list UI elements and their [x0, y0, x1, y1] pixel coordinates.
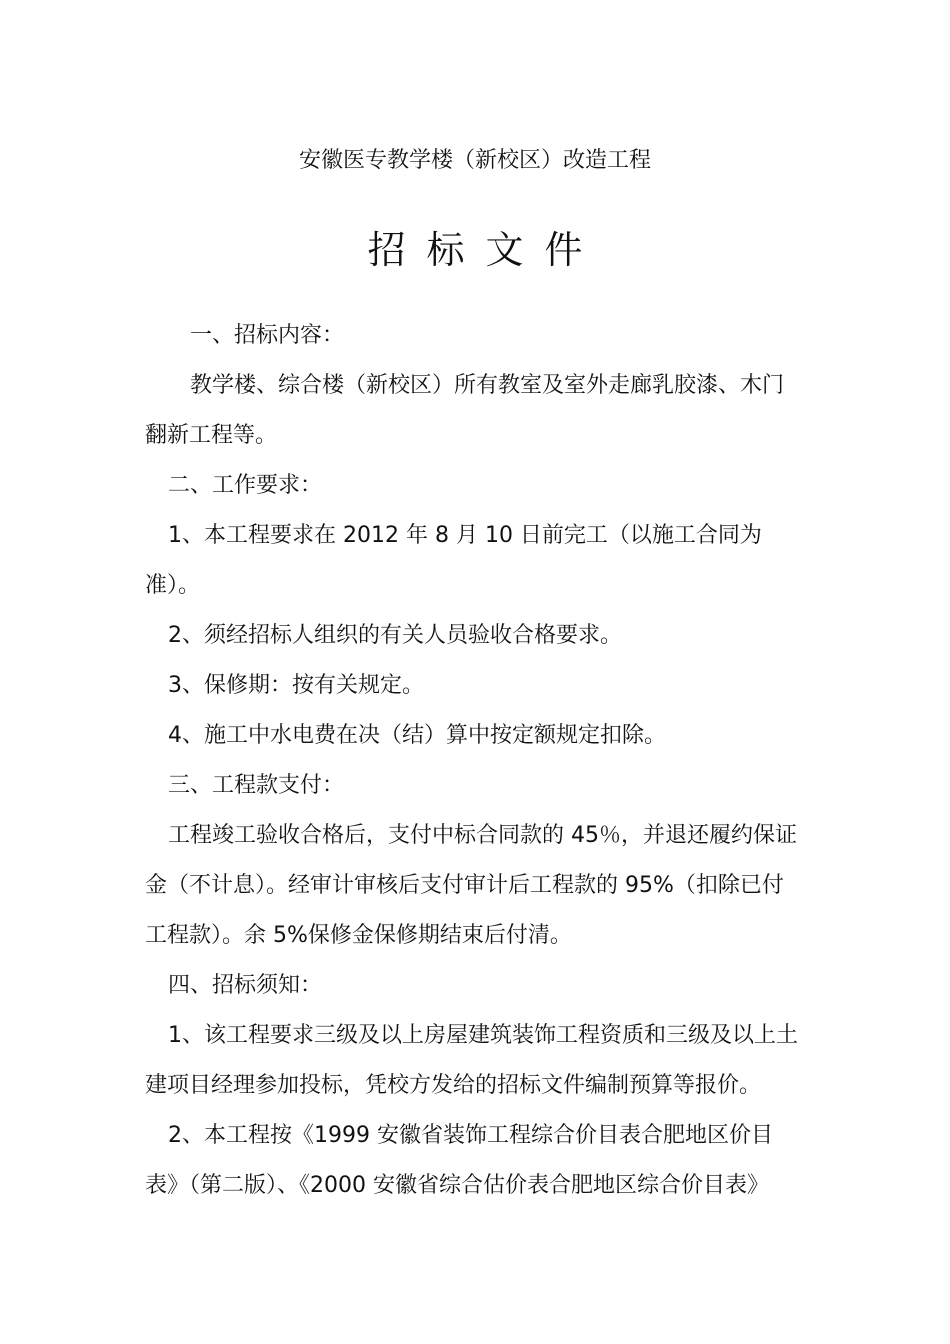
section-heading: 一、招标内容：	[190, 323, 345, 348]
paragraph-line: 4、施工中水电费在决（结）算中按定额规定扣除。	[168, 723, 666, 748]
paragraph-line: 工程款）。余 5%保修金保修期结束后付清。	[145, 923, 572, 948]
document-title: 招标文件	[367, 228, 604, 272]
paragraph-line: 2、须经招标人组织的有关人员验收合格要求。	[168, 623, 622, 648]
paragraph-line: 工程竣工验收合格后，支付中标合同款的 45％，并退还履约保证	[168, 823, 797, 848]
paragraph-line: 准）。	[145, 573, 201, 598]
paragraph-line: 1、本工程要求在 2012 年 8 月 10 日前完工（以施工合同为	[168, 523, 762, 548]
section-heading: 三、工程款支付：	[168, 773, 345, 798]
paragraph-line: 翻新工程等。	[145, 423, 278, 448]
section-heading: 四、招标须知：	[168, 973, 323, 998]
document-subtitle: 安徽医专教学楼（新校区）改造工程	[298, 148, 651, 173]
section-heading: 二、工作要求：	[168, 473, 323, 498]
paragraph-line: 建项目经理参加投标，凭校方发给的招标文件编制预算等报价。	[145, 1073, 762, 1098]
paragraph-line: 2、本工程按《1999 安徽省装饰工程综合价目表合肥地区价目	[168, 1123, 773, 1148]
paragraph-line: 教学楼、综合楼（新校区）所有教室及室外走廊乳胶漆、木门	[190, 373, 785, 398]
paragraph-line: 金（不计息）。经审计审核后支付审计后工程款的 95%（扣除已付	[145, 873, 784, 898]
paragraph-line: 1、该工程要求三级及以上房屋建筑装饰工程资质和三级及以上土	[168, 1023, 798, 1048]
paragraph-line: 表》（第二版）、《2000 安徽省综合估价表合肥地区综合价目表》	[145, 1173, 769, 1198]
paragraph-line: 3、保修期：按有关规定。	[168, 673, 424, 698]
